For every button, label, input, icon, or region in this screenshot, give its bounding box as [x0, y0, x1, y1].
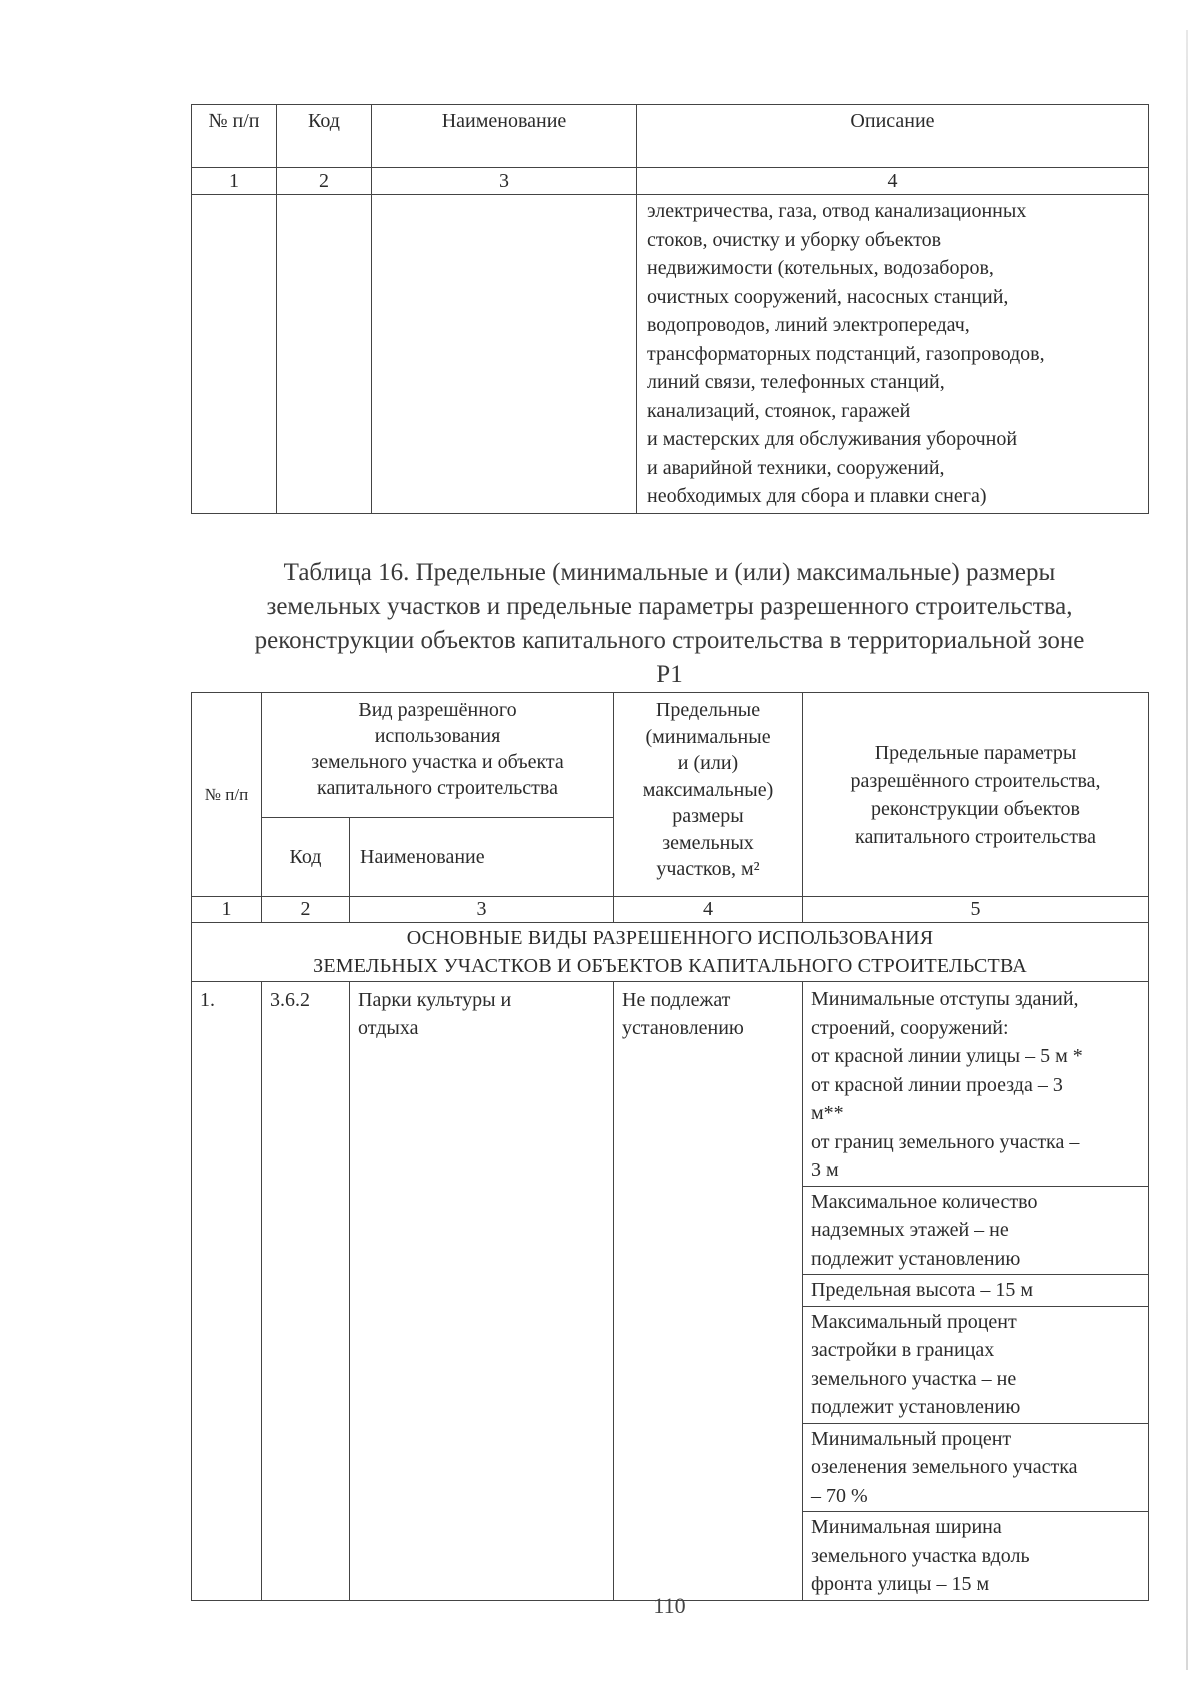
- column-number: 1: [192, 897, 262, 923]
- param-line: Минимальные отступы зданий,: [811, 988, 1079, 1010]
- description-line: трансформаторных подстанций, газопроводов,: [647, 342, 1045, 365]
- header-name: Наименование: [350, 818, 614, 897]
- description-line: водопроводов, линий электропередач,: [647, 314, 970, 336]
- header-code: Код: [262, 818, 350, 897]
- empty-cell: [192, 195, 277, 514]
- param-floors: [803, 1187, 1148, 1276]
- caption-line: земельных участков и предельные параметры разрешенного строительства,: [266, 593, 1073, 620]
- param-line: Максимальное количество: [811, 1190, 1038, 1213]
- row-size-line: Не подлежат: [622, 989, 731, 1011]
- section-heading-line: ЗЕМЕЛЬНЫХ УЧАСТКОВ И ОБЪЕКТОВ КАПИТАЛЬНОГО СТРОИТЕЛЬСТВА: [313, 955, 1027, 977]
- description-line: очистных сооружений, насосных станций,: [647, 285, 1009, 308]
- description-line: и аварийной техники, сооружений,: [647, 456, 945, 479]
- column-number: 2: [277, 168, 372, 195]
- header-line: земельного участка и объекта: [311, 751, 564, 773]
- table-caption: [191, 556, 1148, 692]
- header-line: Предельные: [655, 699, 761, 721]
- param-plot-width: [803, 1512, 1148, 1600]
- row-code: 3.6.2: [262, 982, 350, 1601]
- param-line: Минимальная ширина: [811, 1516, 1002, 1538]
- header-line: разрешённого строительства,: [850, 769, 1101, 792]
- column-number: 4: [614, 897, 803, 923]
- param-line: – 70 %: [811, 1484, 868, 1507]
- param-line: Минимальный процент: [811, 1427, 1012, 1450]
- header-line: участков, м²: [656, 858, 760, 880]
- param-line: фронта улицы – 15 м: [811, 1573, 990, 1595]
- row-name-line: Парки культуры и: [358, 989, 512, 1011]
- param-line: земельного участка вдоль: [811, 1544, 1030, 1567]
- param-line: строений, сооружений:: [811, 1016, 1009, 1039]
- description-line: необходимых для сбора и плавки снега): [647, 485, 987, 507]
- header-use-type: [262, 693, 614, 818]
- section-heading-line: ОСНОВНЫЕ ВИДЫ РАЗРЕШЕННОГО ИСПОЛЬЗОВАНИЯ: [406, 927, 934, 949]
- column-number: 1: [192, 168, 277, 195]
- column-number-row: [192, 168, 1149, 195]
- header-line: Предельные параметры: [874, 741, 1077, 764]
- description-line: стоков, очистку и уборку объектов: [647, 228, 942, 251]
- header-line: максимальные): [642, 778, 774, 801]
- table-row: [192, 982, 1149, 1601]
- header-code: Код: [277, 105, 372, 168]
- column-number: 3: [350, 897, 614, 923]
- param-line: от красной линии улицы – 5 м *: [811, 1045, 1083, 1067]
- header-size: [614, 693, 803, 897]
- row-size-line: установлению: [622, 1017, 744, 1039]
- param-greening: [803, 1424, 1148, 1513]
- param-line: от границ земельного участка –: [811, 1130, 1080, 1153]
- column-number: 2: [262, 897, 350, 923]
- param-line: 3 м: [811, 1159, 839, 1181]
- caption-line: реконструкции объектов капитального строительства в территориальной зоне: [254, 627, 1085, 654]
- param-line: от красной линии проезда – 3: [811, 1073, 1063, 1096]
- section-heading-row: [192, 923, 1149, 982]
- row-name: [350, 982, 614, 1601]
- header-line: капитального строительства: [855, 825, 1096, 848]
- header-line: реконструкции объектов: [871, 797, 1080, 820]
- table-row: [192, 195, 1149, 514]
- description-line: линий связи, телефонных станций,: [647, 371, 945, 393]
- param-line: Предельная высота – 15 м: [811, 1279, 1034, 1301]
- description-line: электричества, газа, отвод канализационных: [647, 200, 1027, 222]
- empty-cell: [372, 195, 637, 514]
- row-params: [803, 982, 1149, 1601]
- header-num: № п/п: [192, 693, 262, 897]
- param-height: [803, 1275, 1148, 1307]
- param-line: подлежит установлению: [811, 1396, 1021, 1418]
- param-line: подлежит установлению: [811, 1247, 1021, 1270]
- header-line: размеры: [672, 805, 744, 827]
- description-line: и мастерских для обслуживания уборочной: [647, 428, 1018, 450]
- caption-line: Р1: [656, 661, 683, 688]
- header-line: Вид разрешённого: [358, 699, 517, 721]
- table-header-row: [192, 105, 1149, 168]
- param-line: надземных этажей – не: [811, 1219, 1009, 1241]
- row-size: [614, 982, 803, 1601]
- header-params: [803, 693, 1149, 897]
- param-line: Максимальный процент: [811, 1310, 1017, 1333]
- param-building-coverage: [803, 1307, 1148, 1424]
- scan-page-edge: [1186, 30, 1188, 1670]
- header-description: Описание: [637, 105, 1149, 168]
- empty-cell: [277, 195, 372, 514]
- header-line: и (или): [677, 752, 739, 774]
- param-setbacks: [803, 982, 1148, 1187]
- column-number-row: [192, 897, 1149, 923]
- continuation-table: [191, 104, 1149, 514]
- header-line: (минимальные: [645, 725, 771, 748]
- header-num: № п/п: [192, 105, 277, 168]
- param-line: озеленения земельного участка: [811, 1456, 1078, 1478]
- row-num: 1.: [192, 982, 262, 1601]
- section-heading: [192, 923, 1149, 982]
- description-line: недвижимости (котельных, водозаборов,: [647, 257, 994, 279]
- table-header-row: [192, 693, 1149, 818]
- column-number: 5: [803, 897, 1149, 923]
- param-line: м**: [811, 1102, 844, 1124]
- row-name-line: отдыха: [358, 1017, 419, 1039]
- zone-parameters-table: [191, 692, 1149, 1601]
- column-number: 4: [637, 168, 1149, 195]
- header-line: земельных: [662, 831, 754, 854]
- caption-line: Таблица 16. Предельные (минимальные и (или) максимальные) размеры: [283, 559, 1056, 586]
- column-number: 3: [372, 168, 637, 195]
- header-name: Наименование: [372, 105, 637, 168]
- param-line: земельного участка – не: [811, 1367, 1017, 1390]
- page-number: 110: [653, 1593, 686, 1618]
- header-line: использования: [374, 725, 501, 747]
- description-line: канализаций, стоянок, гаражей: [647, 399, 911, 422]
- param-line: застройки в границах: [811, 1339, 995, 1361]
- header-line: капитального строительства: [317, 777, 558, 799]
- description-cell: [637, 195, 1149, 514]
